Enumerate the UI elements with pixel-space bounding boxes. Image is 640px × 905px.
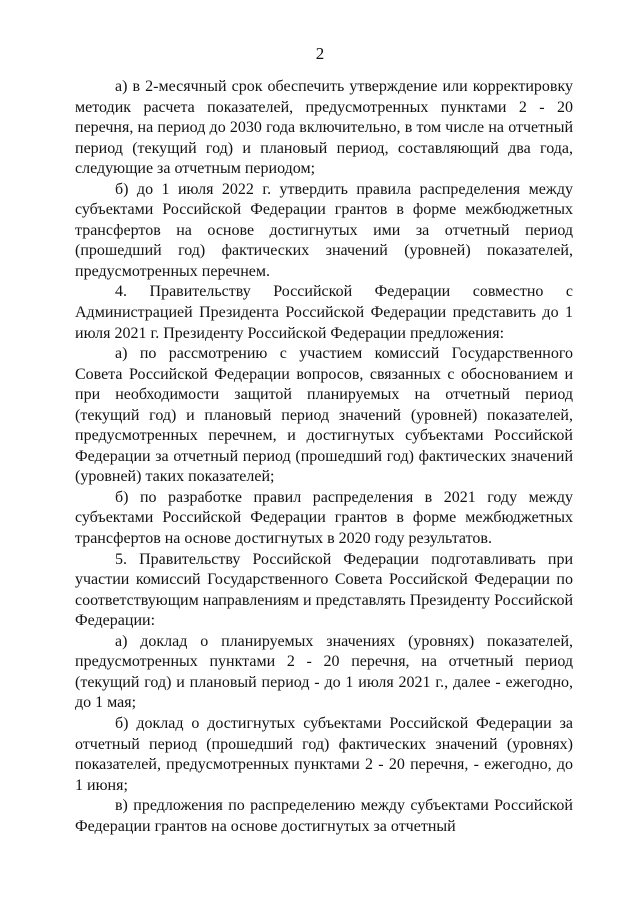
page-number: 2 [315, 44, 325, 63]
paragraph-3b: б) до 1 июля 2022 г. утвердить правила распределения между субъектами Российской Федерации грантов в форме межбюджетных трансфертов на основе достигнутых ими за отчетный период (прошедший год) фактических значений (уровней) показателей, предусмотренных перечнем. [75, 180, 573, 280]
paragraph-5: 5. Правительству Российской Федерации подготавливать при участии комиссий Государственного Совета Российской Федерации по соответствующим направлениям и представлять Президенту Российской Федерации: [75, 550, 573, 630]
paragraph-5c: в) предложения по распределению между субъектами Российской Федерации грантов на основе достигнутых за отчетный [75, 797, 573, 835]
paragraph-5a: а) доклад о планируемых значениях (уровнях) показателей, предусмотренных пунктами 2 - 20 перечня, на отчетный период (текущий год) и плановый период - до 1 июля 2021 г., далее - ежегодно, до 1 мая; [75, 632, 573, 712]
paragraph-5b: б) доклад о достигнутых субъектами Российской Федерации за отчетный период (прошедший год) фактических значений (уровнях) показателей, предусмотренных пунктами 2 - 20 перечня, - ежегодно, до 1 июня; [75, 714, 573, 794]
document-body [75, 77, 573, 837]
paragraph-4a: а) по рассмотрению с участием комиссий Государственного Совета Российской Федерации вопросов, связанных с обоснованием и при необходимости защитой планируемых на отчетный период (текущий год) и плановый период значений (уровней) показателей, предусмотренных перечнем, и достигнутых субъектами Российской Федерации за отчетный период (прошедший год) фактических значений (уровней) таких показателей; [75, 345, 573, 486]
paragraph-4b: б) по разработке правил распределения в 2021 году между субъектами Российской Федерации грантов в форме межбюджетных трансфертов на основе достигнутых в 2020 году результатов. [75, 488, 573, 548]
paragraph-4: 4. Правительству Российской Федерации совместно с Администрацией Президента Российской Федерации представить до 1 июля 2021 г. Президенту Российской Федерации предложения: [75, 283, 573, 342]
paragraph-3a: а) в 2-месячный срок обеспечить утверждение или корректировку методик расчета показателей, предусмотренных пунктами 2 - 20 перечня, на период до 2030 года включительно, в том числе на отчетный период (текущий год) и плановый период, составляющий два года, следующие за отчетным периодом; [75, 78, 573, 178]
